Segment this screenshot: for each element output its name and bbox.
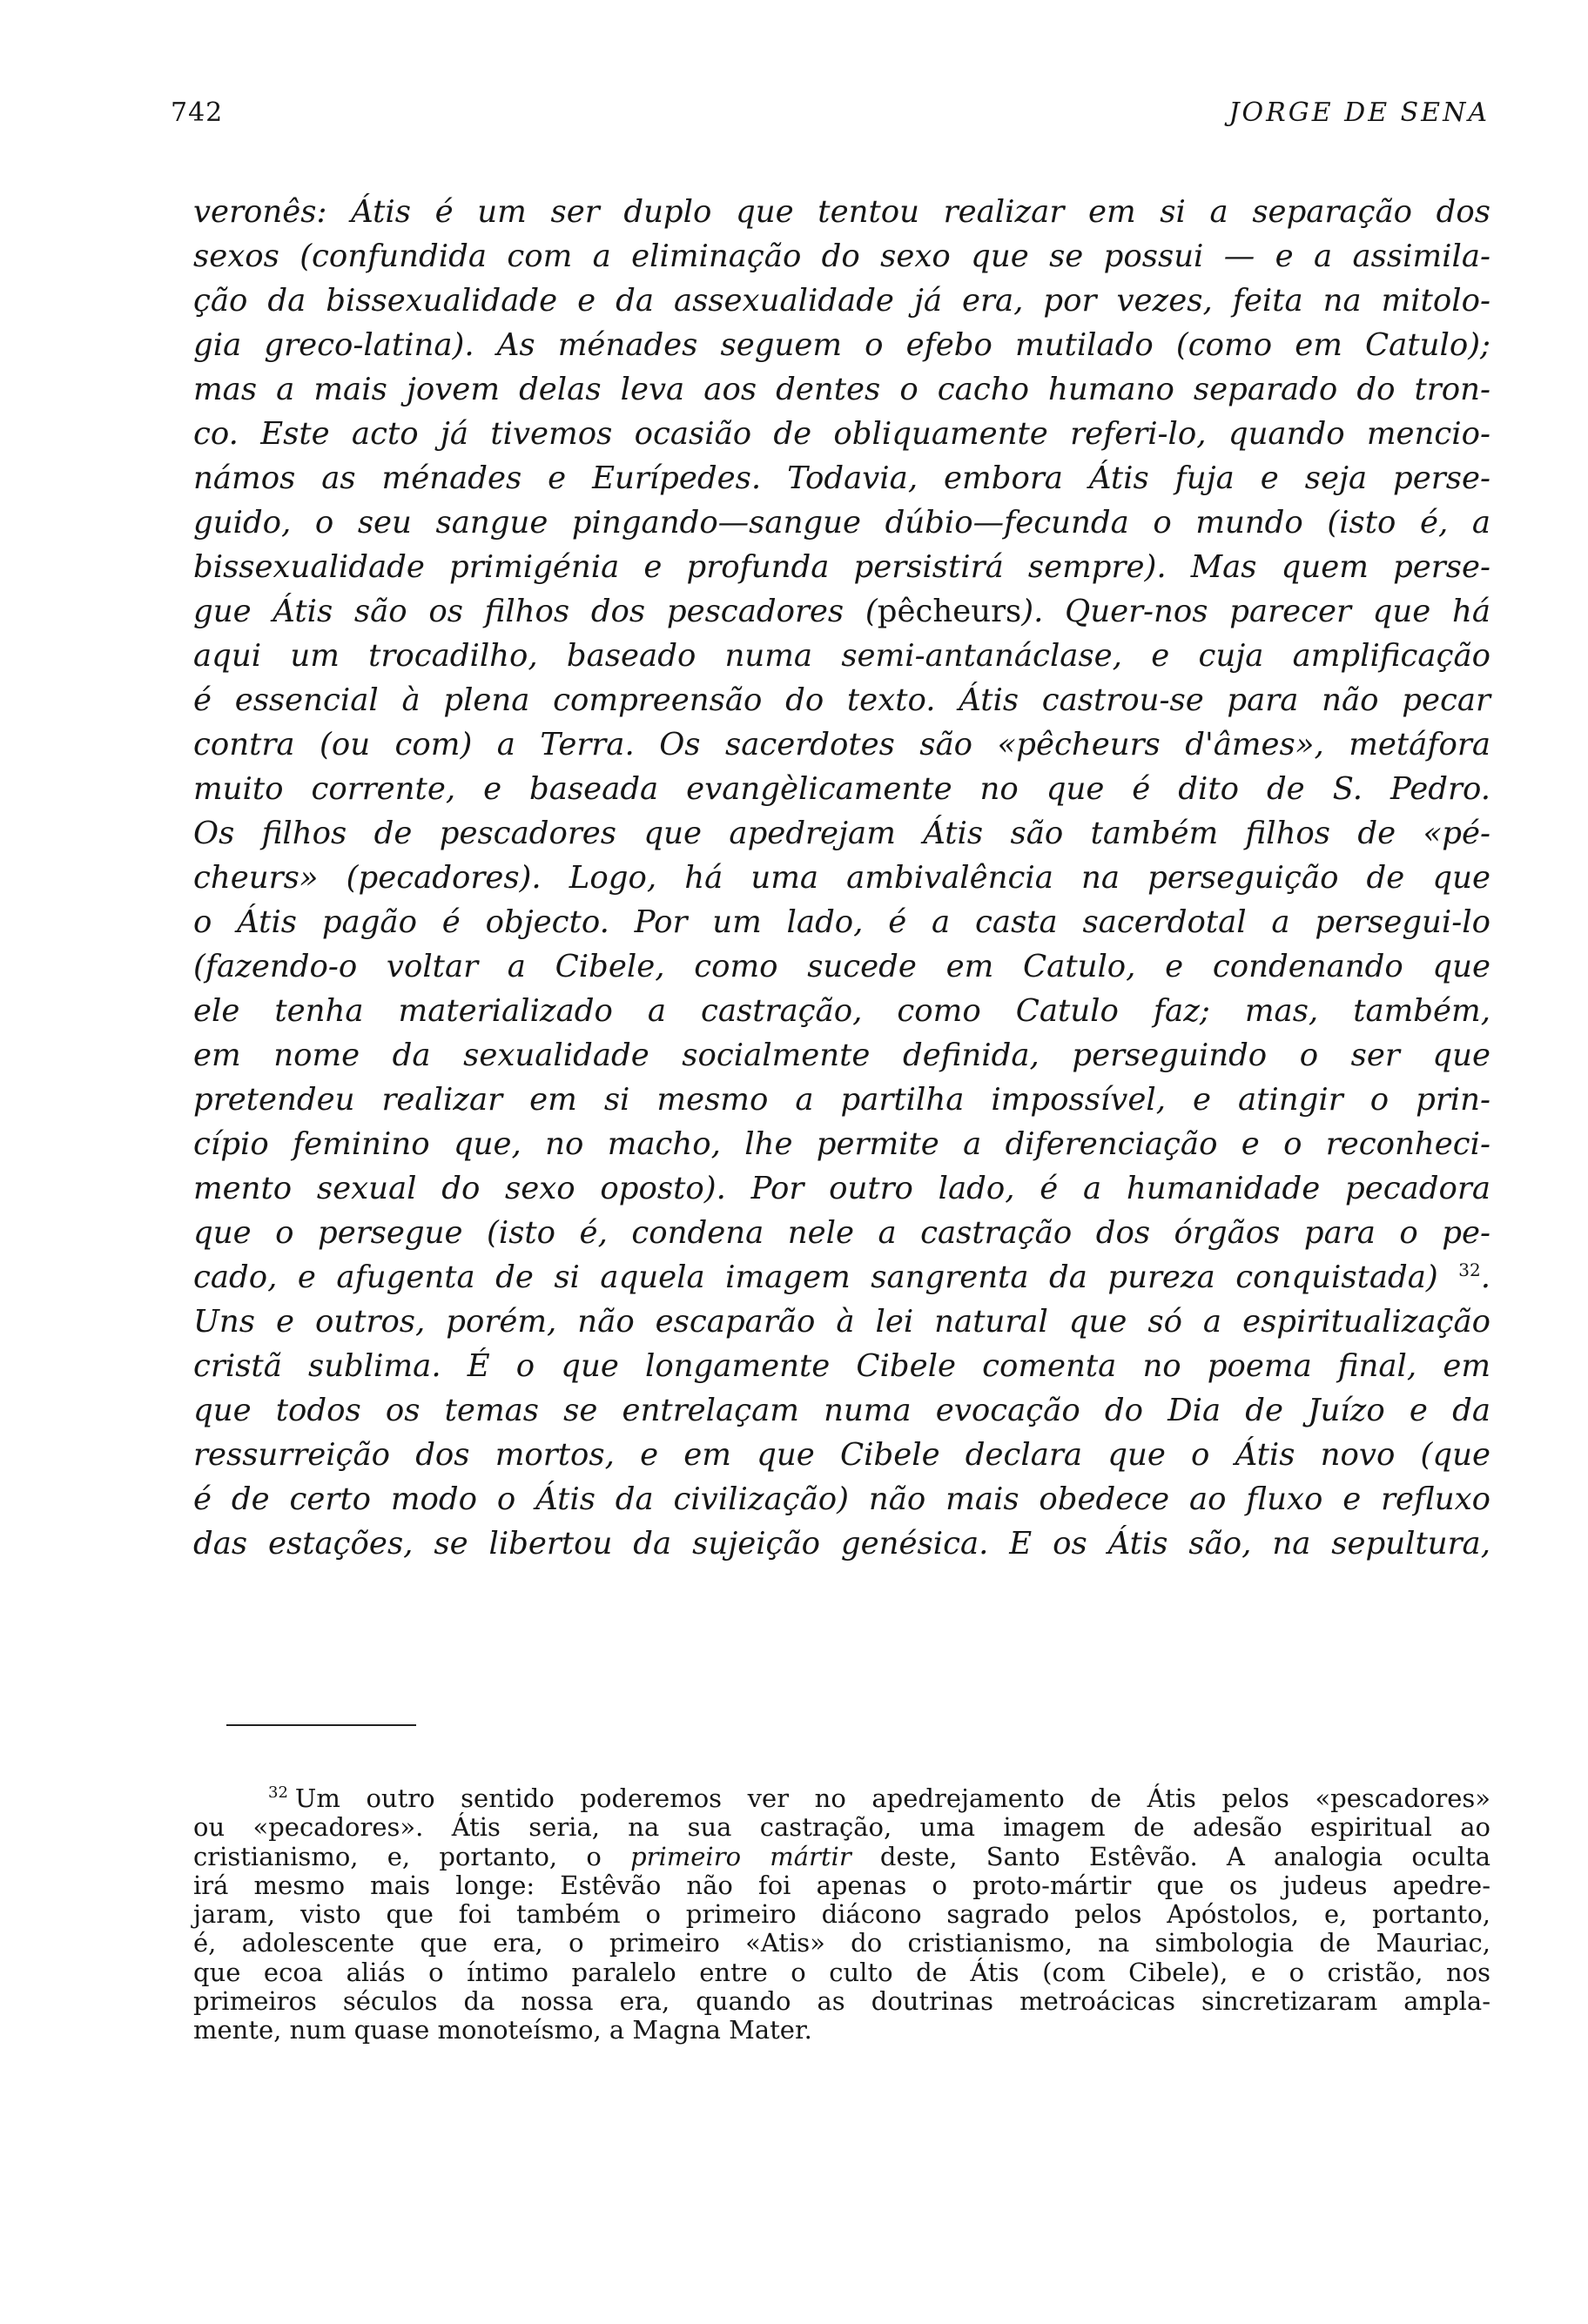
text-line	[193, 1433, 1490, 1477]
text-line	[193, 634, 1490, 678]
text-run: Um outro sentido poderemos ver no apedrejamento de Átis pelos «pescadores»	[294, 1783, 1490, 1813]
text-run: gia greco-latina). As ménades seguem o efebo mutilado (como em Catulo);	[193, 327, 1490, 363]
footnote-line	[193, 1871, 1490, 1900]
text-line	[193, 1521, 1490, 1566]
text-run: contra (ou com) a Terra. Os sacerdotes são «pêcheurs d'âmes», metáfora	[193, 727, 1490, 762]
text-run: ou «pecadores». Átis seria, na sua castração, uma imagem de adesão espiritual ao	[193, 1812, 1490, 1843]
text-line	[193, 1344, 1490, 1388]
text-run: mas a mais jovem delas leva aos dentes o cacho humano separado do tron-	[193, 372, 1490, 407]
running-header	[171, 97, 1490, 141]
text-line	[193, 767, 1490, 811]
text-run: que ecoa aliás o íntimo paralelo entre o culto de Átis (com Cibele), e o cristão, nos	[193, 1957, 1490, 1987]
text-run: bissexualidade primigénia e profunda persistirá sempre). Mas quem perse-	[193, 549, 1490, 585]
text-run: cristã sublima. É o que longamente Cibele comenta no poema final, em	[193, 1348, 1490, 1384]
text-line	[193, 1211, 1490, 1255]
text-line	[193, 500, 1490, 545]
text-line	[193, 589, 1490, 634]
text-line	[193, 1388, 1490, 1433]
text-run: cípio feminino que, no macho, lhe permite a diferenciação e o reconheci-	[193, 1126, 1490, 1162]
text-run: é de certo modo o Átis da civilização) não mais obedece ao fluxo e refluxo	[193, 1481, 1490, 1517]
text-run: irá mesmo mais longe: Estêvão não foi apenas o proto-mártir que os judeus apedre-	[193, 1870, 1490, 1900]
text-run: námos as ménades e Eurípedes. Todavia, embora Átis fuja e seja perse-	[193, 460, 1490, 496]
text-run: Uns e outros, porém, não escaparão à lei natural que só a espiritualização	[193, 1304, 1490, 1340]
footnote-line	[193, 2016, 1490, 2045]
text-line	[193, 412, 1490, 456]
text-line	[193, 856, 1490, 900]
text-line	[193, 545, 1490, 589]
text-run: ). Quer-nos parecer que há	[1021, 594, 1490, 629]
text-line	[193, 1166, 1490, 1211]
text-line	[193, 811, 1490, 856]
footnote-line	[193, 1784, 1490, 1813]
text-run: Os filhos de pescadores que apedrejam Átis são também filhos de «pé-	[193, 816, 1490, 851]
text-line	[193, 678, 1490, 722]
upright-term: pêcheurs	[877, 594, 1022, 629]
footnote-line	[193, 1843, 1490, 1871]
text-run: primeiros séculos da nossa era, quando as doutrinas metroácicas sincretizaram ampla-	[193, 1986, 1490, 2017]
text-run: o Átis pagão é objecto. Por um lado, é a casta sacerdotal a persegui-lo	[193, 904, 1490, 940]
text-run: deste, Santo Estêvão. A analogia oculta	[851, 1841, 1490, 1871]
footnote-mark: 32	[268, 1783, 288, 1803]
text-run: que todos os temas se entrelaçam numa evocação do Dia de Juízo e da	[193, 1393, 1490, 1428]
text-line	[193, 279, 1490, 323]
footnote-line	[193, 1987, 1490, 2016]
text-run: que o persegue (isto é, condena nele a castração dos órgãos para o pe-	[193, 1215, 1490, 1251]
italic-term: primeiro mártir	[630, 1841, 851, 1871]
text-run: cado, e afugenta de si aquela imagem sangrenta da pureza conquistada)	[193, 1259, 1459, 1295]
text-line	[193, 234, 1490, 279]
text-run: das estações, se libertou da sujeição genésica. E os Átis são, na sepultura,	[193, 1526, 1490, 1562]
text-run: é, adolescente que era, o primeiro «Atis» do cristianismo, na simbologia de Mauriac,	[193, 1928, 1490, 1958]
footnote-32	[193, 1784, 1490, 2045]
text-run: mente, num quase monoteísmo, a Magna Mater.	[193, 2015, 812, 2045]
text-run: co. Este acto já tivemos ocasião de obliquamente referi-lo, quando mencio-	[193, 416, 1490, 452]
text-run: pretendeu realizar em si mesmo a partilha impossível, e atingir o prin-	[193, 1082, 1490, 1118]
text-run: .	[1480, 1259, 1490, 1295]
text-run: aqui um trocadilho, baseado numa semi-antanáclase, e cuja amplificação	[193, 638, 1490, 674]
text-run: ção da bissexualidade e da assexualidade já era, por vezes, feita na mitolo-	[193, 283, 1490, 319]
running-head-author: JORGE DE SENA	[1228, 97, 1490, 128]
text-line	[193, 1477, 1490, 1521]
text-line	[193, 1033, 1490, 1078]
text-run: jaram, visto que foi também o primeiro diácono sagrado pelos Apóstolos, e, portanto,	[193, 1899, 1490, 1930]
text-run: gue Átis são os filhos dos pescadores (	[193, 594, 878, 629]
text-run: guido, o seu sangue pingando—sangue dúbio—fecunda o mundo (isto é, a	[193, 505, 1490, 541]
text-run: veronês: Átis é um ser duplo que tentou realizar em si a separação dos	[193, 194, 1490, 230]
text-run: ele tenha materializado a castração, como Catulo faz; mas, também,	[193, 993, 1490, 1029]
text-line	[193, 190, 1490, 234]
text-line	[193, 1078, 1490, 1122]
footnote-line	[193, 1813, 1490, 1842]
footnote-line	[193, 1929, 1490, 1958]
text-line	[193, 722, 1490, 767]
text-run: mento sexual do sexo oposto). Por outro lado, é a humanidade pecadora	[193, 1171, 1490, 1206]
body-text	[193, 190, 1490, 1566]
text-run: cristianismo, e, portanto, o	[193, 1841, 631, 1871]
text-line	[193, 944, 1490, 989]
text-run: muito corrente, e baseada evangèlicamente no que é dito de S. Pedro.	[193, 771, 1490, 807]
text-run: é essencial à plena compreensão do texto. Átis castrou-se para não pecar	[193, 682, 1490, 718]
text-line	[193, 1122, 1490, 1166]
footnote-separator	[226, 1724, 416, 1726]
text-line	[193, 1300, 1490, 1344]
footnote-line	[193, 1958, 1490, 1987]
text-line	[193, 367, 1490, 412]
text-run: cheurs» (pecadores). Logo, há uma ambivalência na perseguição de que	[193, 860, 1490, 896]
text-line	[193, 900, 1490, 944]
text-line	[193, 323, 1490, 367]
text-run: (fazendo-o voltar a Cibele, como sucede em Catulo, e condenando que	[193, 949, 1490, 984]
text-line	[193, 1255, 1490, 1300]
text-line	[193, 456, 1490, 500]
footnote-line	[193, 1900, 1490, 1929]
page-number: 742	[171, 97, 224, 128]
text-run: em nome da sexualidade socialmente definida, perseguindo o ser que	[193, 1038, 1490, 1073]
text-run: sexos (confundida com a eliminação do sexo que se possui — e a assimila-	[193, 238, 1490, 274]
text-line	[193, 989, 1490, 1033]
footnote-reference: 32	[1458, 1259, 1481, 1281]
text-run: ressurreição dos mortos, e em que Cibele declara que o Átis novo (que	[193, 1437, 1490, 1473]
